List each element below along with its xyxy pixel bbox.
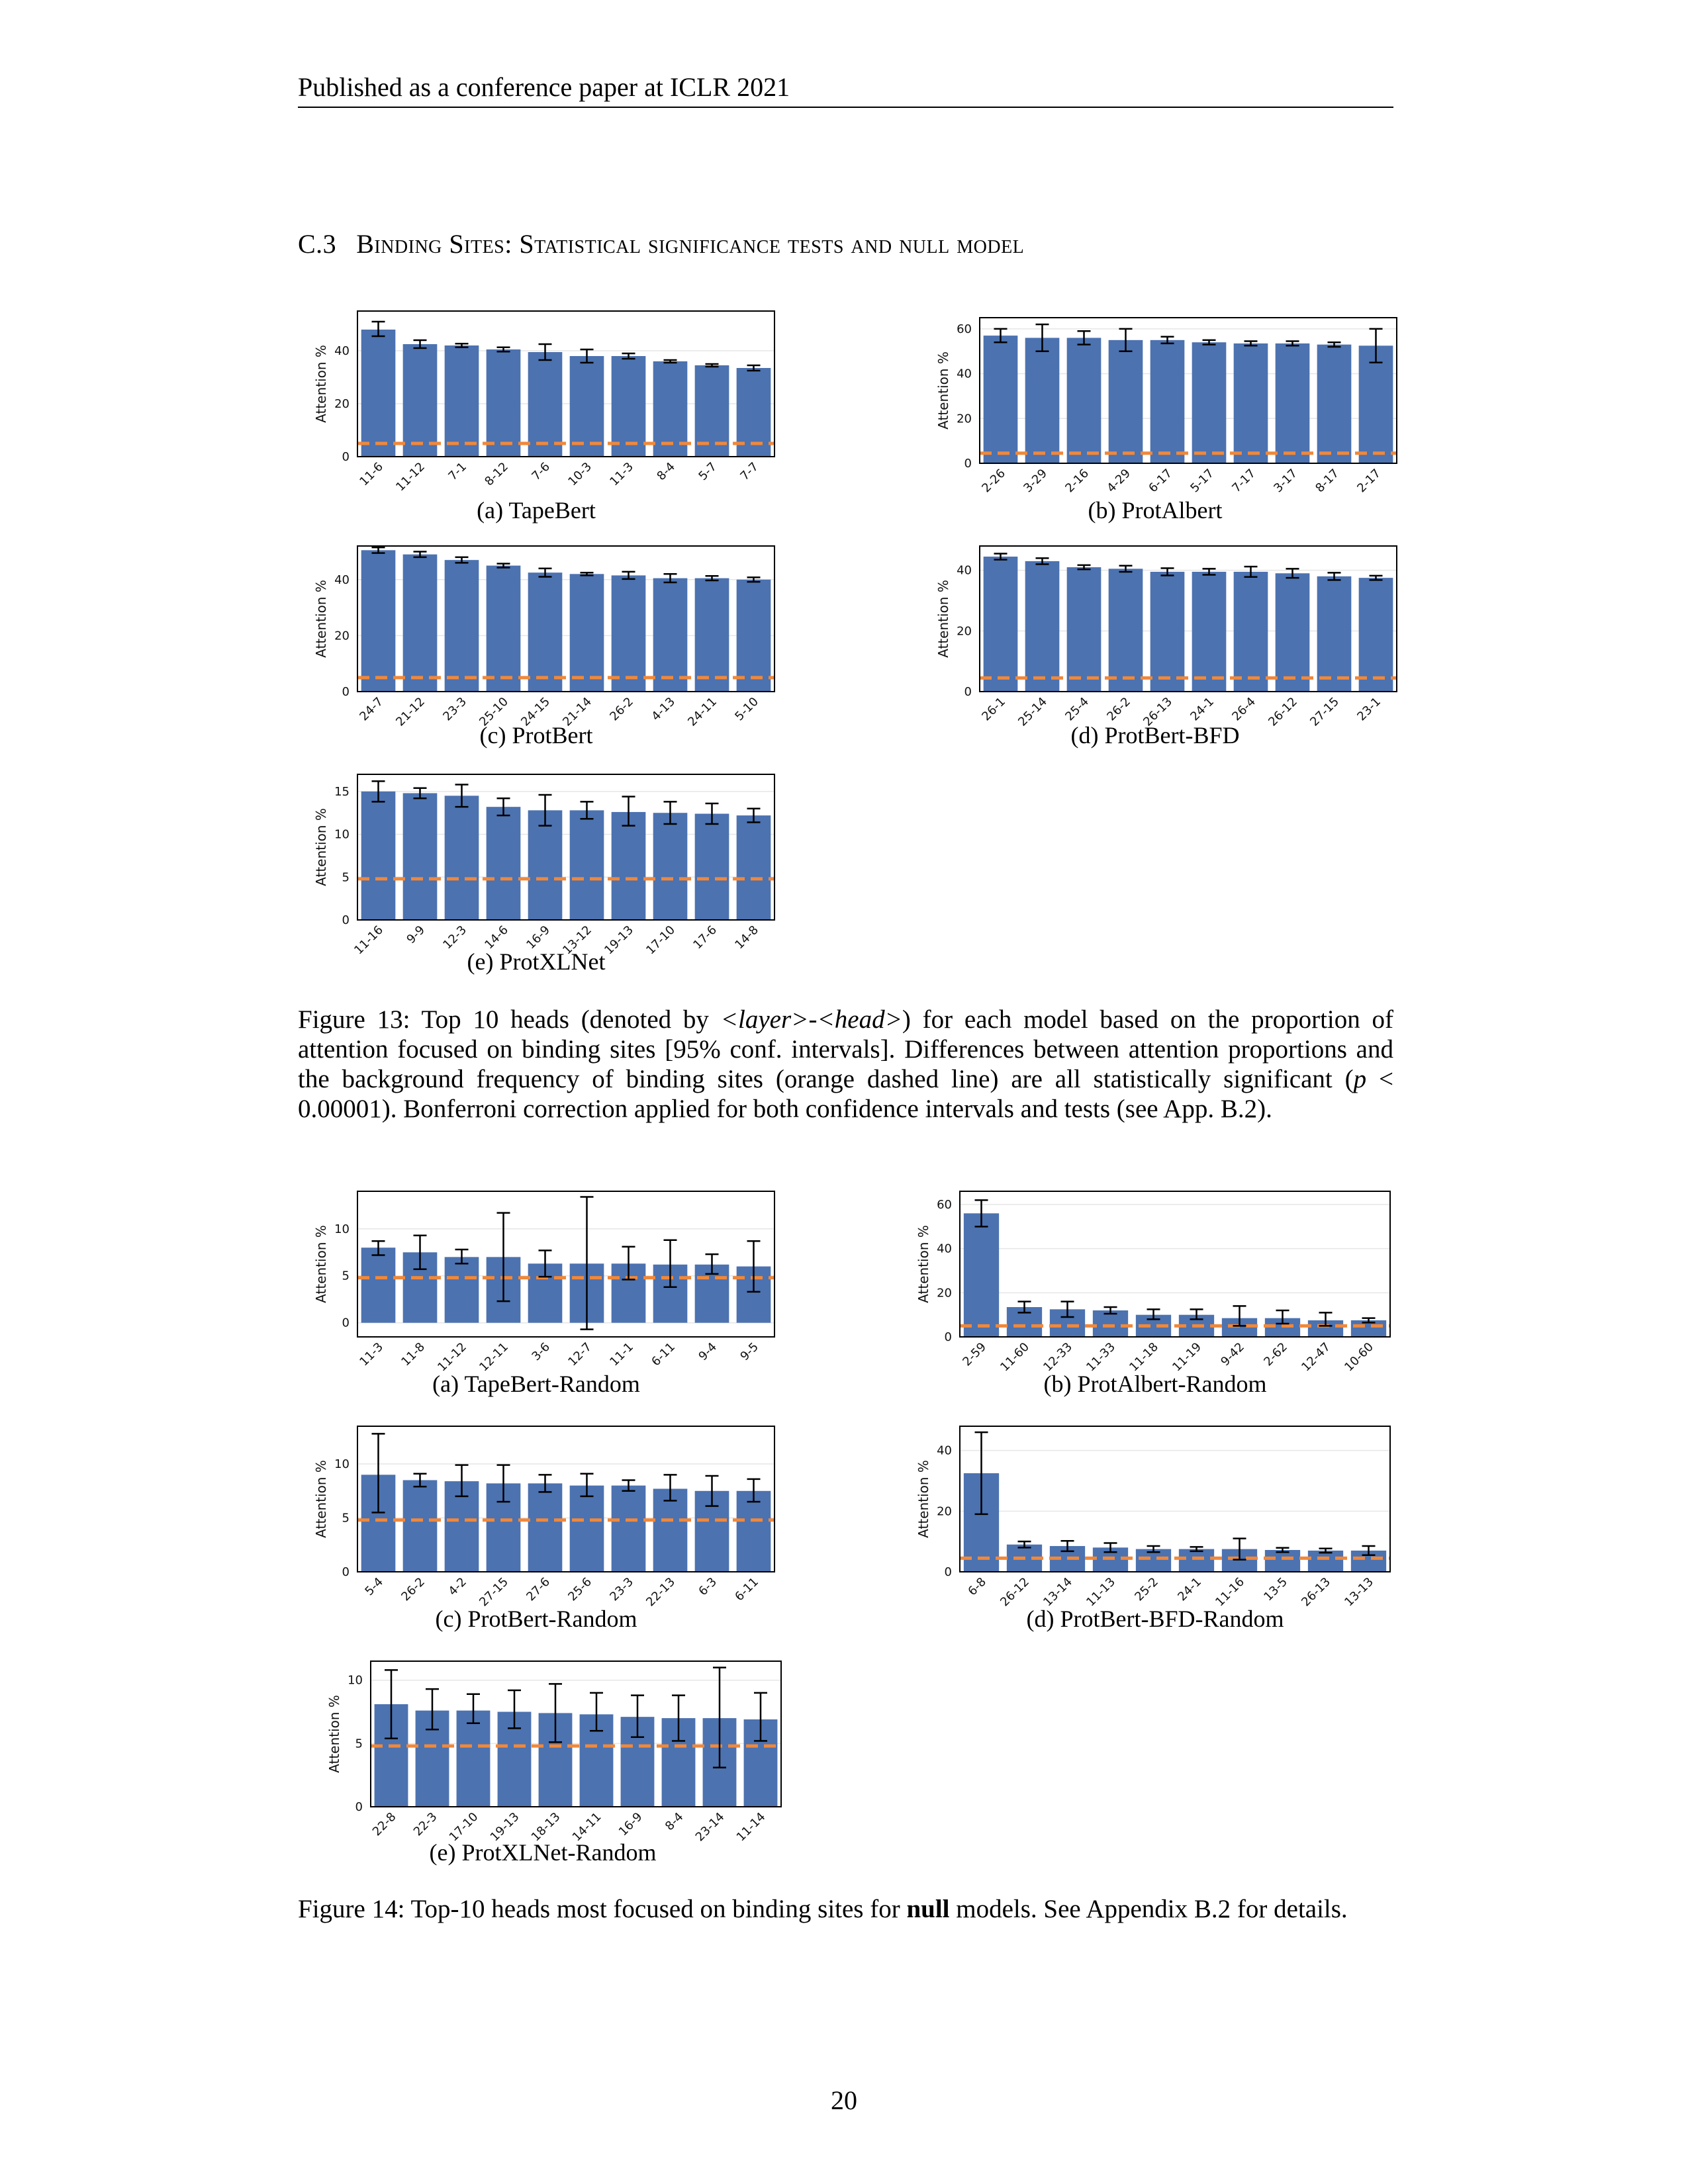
- x-tick-label: 6-11: [732, 1574, 762, 1604]
- bar: [403, 344, 438, 457]
- caption-f13c: (c) ProtBert: [479, 722, 593, 749]
- y-tick-label: 10: [334, 827, 350, 842]
- y-tick-label: 0: [964, 457, 972, 471]
- bar: [528, 810, 563, 920]
- y-tick-label: 0: [342, 1316, 350, 1330]
- bar: [487, 566, 521, 692]
- bar: [612, 356, 646, 457]
- y-tick-label: 5: [342, 870, 350, 885]
- x-tick-label: 24-15: [518, 694, 553, 729]
- x-tick-label: 23-3: [440, 694, 470, 724]
- bar: [653, 813, 688, 920]
- x-tick-label: 7-7: [737, 459, 762, 484]
- fig13-caption-head: <head>: [817, 1005, 902, 1034]
- x-tick-label: 6-3: [696, 1574, 720, 1599]
- x-tick-label: 8-12: [482, 459, 512, 489]
- x-tick-label: 12-33: [1041, 1340, 1076, 1375]
- x-tick-label: 25-2: [1132, 1574, 1162, 1604]
- bar: [1234, 572, 1268, 692]
- x-tick-label: 2-16: [1062, 466, 1092, 496]
- y-tick-label: 40: [957, 563, 972, 578]
- x-tick-label: 14-11: [569, 1809, 604, 1844]
- chart-f13b: [920, 311, 1403, 516]
- y-tick-label: 40: [937, 1242, 952, 1256]
- x-tick-label: 5-7: [696, 459, 720, 484]
- bar: [612, 575, 646, 692]
- x-tick-label: 11-12: [435, 1340, 470, 1375]
- x-tick-label: 27-6: [524, 1574, 553, 1604]
- bar: [403, 1480, 438, 1572]
- bar: [361, 550, 396, 692]
- chart-f14d: [900, 1420, 1397, 1625]
- x-tick-label: 25-4: [1062, 694, 1092, 724]
- x-tick-label: 25-14: [1015, 694, 1051, 729]
- bar: [1109, 340, 1143, 463]
- x-tick-label: 2-59: [960, 1340, 990, 1369]
- x-tick-label: 13-12: [560, 923, 595, 958]
- bar: [487, 807, 521, 920]
- chart-f14a: [298, 1185, 781, 1390]
- bar: [984, 557, 1018, 692]
- y-axis-label: Attention %: [313, 580, 329, 658]
- caption-f14d: (d) ProtBert-BFD-Random: [1026, 1606, 1284, 1632]
- y-axis-label: Attention %: [326, 1695, 342, 1773]
- section-number: C.3: [298, 229, 337, 259]
- page-number: 20: [831, 2085, 857, 2115]
- bar: [570, 1486, 604, 1572]
- y-tick-label: 15: [334, 784, 350, 799]
- bar: [487, 349, 521, 457]
- x-tick-label: 25-6: [565, 1574, 595, 1604]
- bar: [528, 1483, 563, 1572]
- x-tick-label: 22-8: [369, 1809, 399, 1839]
- x-tick-label: 2-17: [1354, 466, 1384, 496]
- chart-f14c: [298, 1420, 781, 1625]
- x-tick-label: 19-13: [487, 1809, 522, 1844]
- y-tick-label: 0: [944, 1565, 952, 1579]
- bar: [361, 792, 396, 920]
- x-tick-label: 24-7: [357, 694, 387, 724]
- x-tick-label: 26-2: [399, 1574, 428, 1604]
- bar: [612, 1486, 646, 1572]
- x-tick-label: 8-17: [1313, 466, 1342, 496]
- x-tick-label: 11-16: [352, 923, 387, 958]
- chart-f13c: [298, 539, 781, 745]
- x-tick-label: 23-1: [1354, 694, 1384, 724]
- x-tick-label: 9-4: [696, 1340, 720, 1364]
- chart-f13d: [920, 539, 1403, 745]
- bar: [1025, 561, 1060, 692]
- bar: [612, 812, 646, 920]
- fig14-caption-text: Figure 14: Top-10 heads most focused on binding sites for: [298, 1895, 907, 1923]
- bar: [737, 1491, 771, 1572]
- bar: [984, 336, 1018, 463]
- y-axis-label: Attention %: [915, 1225, 931, 1303]
- x-tick-label: 3-6: [529, 1340, 553, 1364]
- x-tick-label: 11-12: [393, 459, 428, 494]
- x-tick-label: 26-2: [607, 694, 637, 724]
- bar: [1276, 343, 1310, 463]
- fig14-caption-text-2: models. See Appendix B.2 for details.: [949, 1895, 1348, 1923]
- y-tick-label: 20: [334, 397, 350, 411]
- chart-f13a: [298, 304, 781, 516]
- x-tick-label: 26-4: [1229, 694, 1259, 724]
- bar: [445, 1257, 479, 1322]
- y-tick-label: 0: [342, 913, 350, 927]
- bar: [1067, 567, 1102, 692]
- section-heading: [298, 228, 1024, 259]
- x-tick-label: 24-1: [1175, 1574, 1205, 1604]
- y-tick-label: 20: [334, 629, 350, 643]
- caption-f13a: (a) TapeBert: [477, 497, 596, 523]
- x-tick-label: 7-17: [1229, 466, 1259, 496]
- caption-f13b: (b) ProtAlbert: [1088, 497, 1223, 523]
- y-axis-label: Attention %: [313, 345, 329, 423]
- bar: [1192, 572, 1227, 692]
- y-tick-label: 5: [355, 1737, 363, 1751]
- x-tick-label: 4-13: [649, 694, 679, 724]
- bar: [570, 356, 604, 457]
- bar: [1067, 338, 1102, 463]
- x-tick-label: 26-13: [1299, 1574, 1334, 1610]
- x-tick-label: 23-3: [607, 1574, 637, 1604]
- caption-f14e: (e) ProtXLNet-Random: [429, 1839, 657, 1866]
- bar: [695, 814, 729, 920]
- x-tick-label: 11-16: [1213, 1574, 1248, 1610]
- x-tick-label: 26-13: [1141, 694, 1176, 729]
- chart-f13e: [298, 768, 781, 973]
- x-tick-label: 26-12: [998, 1574, 1033, 1610]
- bar: [1359, 578, 1393, 692]
- x-tick-label: 12-47: [1299, 1340, 1334, 1375]
- x-tick-label: 11-3: [357, 1340, 387, 1369]
- x-tick-label: 5-17: [1188, 466, 1217, 496]
- x-tick-label: 11-1: [607, 1340, 637, 1369]
- x-tick-label: 10-60: [1342, 1340, 1377, 1375]
- bar: [445, 796, 479, 920]
- bar: [361, 1248, 396, 1323]
- y-tick-label: 20: [957, 412, 972, 426]
- bar: [964, 1213, 999, 1337]
- x-tick-label: 16-9: [616, 1809, 645, 1839]
- fig13-caption-text: Figure 13: Top 10 heads (denoted by: [298, 1005, 721, 1034]
- figure-14-caption: [298, 1894, 1393, 1924]
- x-tick-label: 14-6: [482, 923, 512, 952]
- y-tick-label: 20: [937, 1504, 952, 1519]
- y-tick-label: 0: [342, 685, 350, 699]
- bar: [1359, 345, 1393, 463]
- y-tick-label: 0: [964, 685, 972, 699]
- y-tick-label: 40: [334, 344, 350, 358]
- bar: [1179, 1549, 1214, 1572]
- x-tick-label: 2-62: [1261, 1340, 1291, 1369]
- x-tick-label: 24-1: [1188, 694, 1217, 724]
- y-axis-label: Attention %: [935, 580, 951, 658]
- x-tick-label: 21-12: [393, 694, 428, 729]
- x-tick-label: 7-1: [445, 459, 470, 484]
- caption-f14b: (b) ProtAlbert-Random: [1043, 1371, 1267, 1397]
- x-tick-label: 22-13: [643, 1574, 679, 1610]
- x-tick-label: 6-17: [1146, 466, 1176, 496]
- x-tick-label: 13-14: [1041, 1574, 1076, 1610]
- x-tick-label: 5-4: [362, 1574, 387, 1599]
- bar: [1150, 572, 1185, 692]
- x-tick-label: 26-12: [1266, 694, 1301, 729]
- fig13-caption-p: p: [1353, 1065, 1367, 1093]
- header-rule: [298, 107, 1393, 108]
- x-tick-label: 9-5: [737, 1340, 762, 1364]
- x-tick-label: 4-29: [1104, 466, 1134, 496]
- y-axis-label: Attention %: [313, 1460, 329, 1538]
- figure-13-caption: [298, 1005, 1393, 1124]
- bar: [1109, 569, 1143, 692]
- x-tick-label: 11-19: [1170, 1340, 1205, 1375]
- y-tick-label: 0: [944, 1330, 952, 1344]
- y-tick-label: 5: [342, 1269, 350, 1283]
- x-tick-label: 11-33: [1084, 1340, 1119, 1375]
- y-axis-label: Attention %: [935, 351, 951, 430]
- y-tick-label: 10: [334, 1222, 350, 1236]
- bar: [361, 330, 396, 457]
- x-tick-label: 10-3: [565, 459, 595, 489]
- x-tick-label: 13-13: [1342, 1574, 1377, 1610]
- y-tick-label: 60: [957, 322, 972, 336]
- bar: [1317, 576, 1352, 692]
- bar: [528, 572, 563, 692]
- y-tick-label: 20: [957, 624, 972, 639]
- x-tick-label: 12-11: [477, 1340, 512, 1375]
- x-tick-label: 11-13: [1084, 1574, 1119, 1610]
- x-tick-label: 2-26: [979, 466, 1009, 496]
- y-axis-label: Attention %: [915, 1460, 931, 1538]
- bar: [403, 555, 438, 692]
- x-tick-label: 21-14: [560, 694, 595, 729]
- x-tick-label: 26-2: [1104, 694, 1134, 724]
- bar: [653, 578, 688, 692]
- y-tick-label: 10: [348, 1673, 363, 1688]
- bar: [403, 793, 438, 920]
- x-tick-label: 11-60: [998, 1340, 1033, 1375]
- caption-f13e: (e) ProtXLNet: [467, 948, 606, 975]
- y-tick-label: 10: [334, 1457, 350, 1472]
- y-tick-label: 20: [937, 1286, 952, 1300]
- y-tick-label: 40: [334, 572, 350, 587]
- x-tick-label: 3-17: [1271, 466, 1301, 496]
- x-tick-label: 6-8: [965, 1574, 990, 1599]
- x-tick-label: 13-5: [1261, 1574, 1291, 1604]
- y-tick-label: 40: [937, 1443, 952, 1458]
- bar: [1317, 345, 1352, 463]
- fig13-caption-text-3: < 0.00001). Bonferroni correction applied for both confidence intervals and tests (see App. B.2).: [298, 1065, 1393, 1123]
- x-tick-label: 17-10: [446, 1809, 481, 1844]
- bar: [1025, 338, 1060, 463]
- x-tick-label: 7-6: [529, 459, 553, 484]
- bar: [1276, 573, 1310, 692]
- x-tick-label: 5-10: [732, 694, 762, 724]
- x-tick-label: 12-3: [440, 923, 470, 952]
- y-tick-label: 5: [342, 1511, 350, 1525]
- caption-f14c: (c) ProtBert-Random: [435, 1606, 637, 1632]
- bar: [445, 345, 479, 457]
- y-tick-label: 0: [355, 1800, 363, 1814]
- x-tick-label: 8-4: [654, 459, 679, 484]
- x-tick-label: 17-6: [690, 923, 720, 952]
- caption-f13d: (d) ProtBert-BFD: [1070, 722, 1240, 749]
- y-axis-label: Attention %: [313, 808, 329, 886]
- x-tick-label: 16-9: [524, 923, 553, 952]
- bar: [737, 580, 771, 692]
- x-tick-label: 27-15: [1307, 694, 1342, 729]
- chart-f14b: [900, 1185, 1397, 1390]
- x-tick-label: 9-42: [1218, 1340, 1248, 1369]
- x-tick-label: 24-11: [685, 694, 720, 729]
- x-tick-label: 14-8: [732, 923, 762, 952]
- bar: [1150, 340, 1185, 463]
- x-tick-label: 11-6: [357, 459, 387, 489]
- bar: [445, 560, 479, 692]
- x-tick-label: 11-14: [733, 1809, 769, 1844]
- x-tick-label: 22-3: [410, 1809, 440, 1839]
- x-tick-label: 27-15: [477, 1574, 512, 1610]
- x-tick-label: 4-2: [445, 1574, 470, 1599]
- x-tick-label: 8-4: [662, 1809, 686, 1834]
- bar: [570, 574, 604, 692]
- fig14-caption-bold: null: [906, 1895, 950, 1923]
- bar: [528, 352, 563, 457]
- x-tick-label: 19-13: [602, 923, 637, 958]
- bar: [737, 815, 771, 920]
- x-tick-label: 17-10: [643, 923, 679, 958]
- x-tick-label: 25-10: [477, 694, 512, 729]
- bar: [1308, 1551, 1343, 1572]
- x-tick-label: 18-13: [528, 1809, 563, 1844]
- y-tick-label: 0: [342, 450, 350, 464]
- x-tick-label: 26-1: [979, 694, 1009, 724]
- x-tick-label: 11-8: [399, 1340, 428, 1369]
- bar: [570, 810, 604, 920]
- bar: [1265, 1550, 1300, 1572]
- x-tick-label: 9-9: [404, 923, 428, 947]
- x-tick-label: 11-18: [1127, 1340, 1162, 1375]
- caption-f14a: (a) TapeBert-Random: [432, 1371, 640, 1397]
- y-axis-label: Attention %: [313, 1225, 329, 1303]
- fig13-caption-layer: <layer>: [720, 1005, 809, 1034]
- fig13-caption-text-2: ) for each model based on the proportion of attention focused on binding sites [95% conf. intervals]. Differences between attention proportions and the background frequency of binding sites (orange dashed line) are all statistically significant (: [298, 1005, 1393, 1093]
- y-tick-label: 0: [342, 1565, 350, 1579]
- section-title: Binding Sites: Statistical significance tests and null model: [356, 229, 1025, 259]
- x-tick-label: 3-29: [1021, 466, 1051, 496]
- x-tick-label: 12-7: [565, 1340, 595, 1369]
- chart-f14e: [311, 1655, 788, 1860]
- y-tick-label: 40: [957, 367, 972, 381]
- fig13-caption-dash: -: [808, 1005, 818, 1034]
- x-tick-label: 11-3: [607, 459, 637, 489]
- bar: [1192, 342, 1227, 463]
- y-tick-label: 60: [937, 1198, 952, 1212]
- x-tick-label: 23-14: [692, 1809, 727, 1844]
- bar: [695, 578, 729, 692]
- running-header: Published as a conference paper at ICLR 2021: [298, 72, 790, 102]
- bar: [457, 1711, 491, 1807]
- bar: [1234, 343, 1268, 463]
- x-tick-label: 6-11: [649, 1340, 679, 1369]
